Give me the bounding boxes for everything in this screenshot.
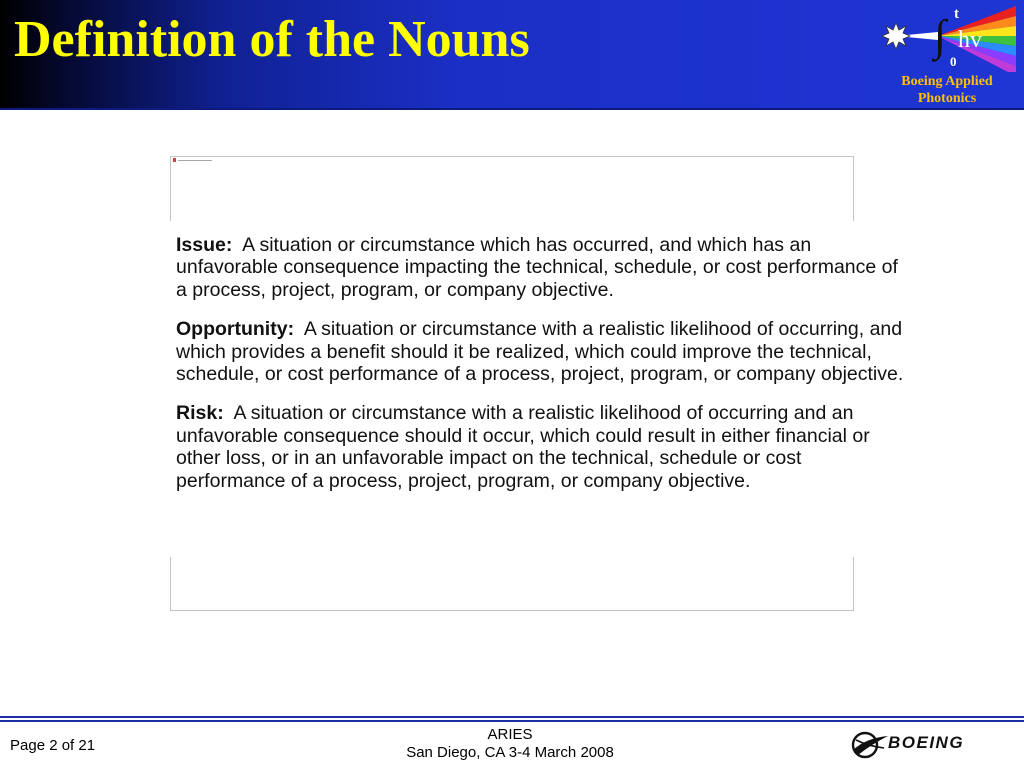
slide-header [0, 0, 1024, 110]
definition-text: A situation or circumstance with a realistic likelihood of occurring and an unfavorable consequence should it occur, which could result in either financial or other loss, or in an unfavorable impact on the technical, schedule or cost performance of a process, project, program, or company objective. [176, 402, 870, 492]
integral-lower-limit: 0 [950, 54, 957, 69]
footer-rule-bottom [0, 720, 1024, 722]
integrand-hv: hv [958, 27, 982, 53]
definition-term: Opportunity: [176, 318, 295, 341]
conference-info [360, 726, 660, 762]
document-mini-header [173, 158, 233, 163]
definition-issue [176, 234, 910, 301]
integral-upper-limit: t [954, 6, 959, 22]
logo-caption-line-2: Photonics [917, 91, 977, 106]
definitions-panel [170, 221, 910, 557]
slide-title: Definition of the Nouns [14, 11, 530, 68]
footer-rule-top [0, 716, 1024, 718]
conference-name: ARIES [487, 726, 533, 743]
page-number: Page 2 of 21 [10, 737, 96, 754]
definition-risk [176, 402, 910, 492]
integral-hv-spectrum-logo [876, 2, 1016, 72]
logo-caption [872, 73, 1022, 107]
definition-term: Risk: [176, 402, 224, 425]
definition-text: A situation or circumstance which has occurred, and which has an unfavorable consequence impacting the technical, schedule, or cost performance of a process, project, program, or company objective. [176, 234, 898, 301]
boeing-wordmark: BOEING [888, 733, 965, 752]
starburst-icon [882, 23, 910, 49]
definition-opportunity [176, 318, 910, 385]
boeing-logo-icon [850, 728, 890, 762]
boeing-logo [850, 728, 1015, 762]
svg-text:∫: ∫ [934, 11, 947, 60]
conference-location-date: San Diego, CA 3-4 March 2008 [406, 744, 614, 761]
definition-text: A situation or circumstance with a realistic likelihood of occurring, and which provides a benefit should it be realized, which could improve the technical, schedule, or cost performance of a process, project, program, or company objective. [176, 318, 904, 386]
logo-caption-line-1: Boeing Applied [901, 74, 993, 89]
definition-term: Issue: [176, 234, 233, 256]
